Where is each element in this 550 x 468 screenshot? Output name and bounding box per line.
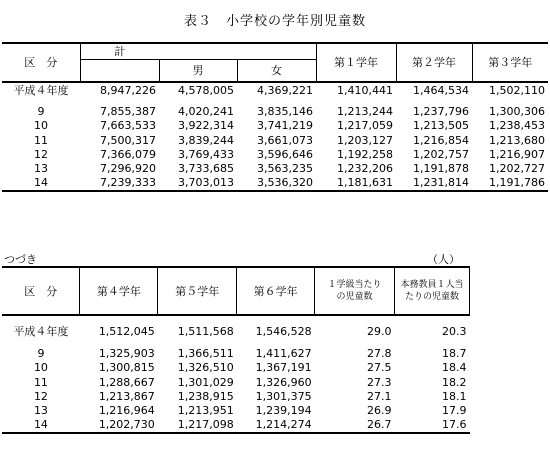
table-row: 13 1,216,964 1,213,951 1,239,194 26.9 17.9 bbox=[33, 404, 467, 418]
header-grade-2: 第２学年 bbox=[396, 43, 472, 82]
unit-label: （人） bbox=[427, 253, 460, 266]
table-row: 9 1,325,903 1,366,511 1,411,627 27.8 18.7 bbox=[37, 346, 467, 360]
header-kubun: 区 分 bbox=[2, 43, 80, 82]
header-row bbox=[2, 267, 470, 315]
header-grade-4: 第４学年 bbox=[80, 267, 158, 315]
table-row: 平成４年度 8,947,226 4,578,005 4,369,221 1,410,441 1,464,534 1,502,110 bbox=[13, 83, 545, 97]
table-row: 10 1,300,815 1,326,510 1,367,191 27.5 18.4 bbox=[33, 361, 467, 375]
header-grade-3: 第３学年 bbox=[472, 43, 548, 82]
header-per-teacher: 本務教員１人当 たりの児童数 bbox=[394, 267, 469, 315]
table-row: 11 1,288,667 1,301,029 1,326,960 27.3 18.2 bbox=[33, 375, 467, 389]
continued-label: つづき bbox=[4, 253, 37, 266]
header-per-class: １学級当たり の児童数 bbox=[315, 267, 395, 315]
header-grade-1: 第１学年 bbox=[316, 43, 396, 82]
table-row: 14 1,202,730 1,217,098 1,214,274 26.7 17.6 bbox=[2, 418, 470, 433]
header-male: 男 bbox=[159, 60, 237, 83]
table-row: 12 7,366,079 3,769,433 3,596,646 1,192,258 1,202,757 1,216,907 bbox=[34, 147, 545, 161]
header-female: 女 bbox=[237, 60, 316, 83]
student-count-table-grades-4-6 bbox=[2, 266, 470, 434]
student-count-table-grades-1-3 bbox=[2, 42, 548, 192]
header-grade-6: 第６学年 bbox=[237, 267, 315, 315]
table-row: 11 7,500,317 3,839,244 3,661,073 1,203,127 1,216,854 1,213,680 bbox=[34, 133, 545, 147]
table-row: 13 7,296,920 3,733,685 3,563,235 1,232,206 1,191,878 1,202,727 bbox=[34, 162, 545, 176]
header-kubun: 区 分 bbox=[2, 267, 80, 315]
header-total: 計 bbox=[80, 43, 159, 60]
header-grade-5: 第５学年 bbox=[158, 267, 237, 315]
table-row: 9 7,855,387 4,020,241 3,835,146 1,213,244 1,237,796 1,300,306 bbox=[37, 104, 545, 118]
table-row: 12 1,213,867 1,238,915 1,301,375 27.1 18.1 bbox=[33, 389, 467, 403]
header-row bbox=[2, 43, 548, 60]
table-row: 10 7,663,533 3,922,314 3,741,219 1,217,059 1,213,505 1,238,453 bbox=[34, 119, 545, 133]
table-title: 表３ 小学校の学年別児童数 bbox=[183, 14, 366, 29]
table-row: 14 7,239,333 3,703,013 3,536,320 1,181,631 1,231,814 1,191,786 bbox=[2, 176, 548, 191]
table-row: 平成４年度 1,512,045 1,511,568 1,546,528 29.0 20.3 bbox=[13, 324, 467, 338]
